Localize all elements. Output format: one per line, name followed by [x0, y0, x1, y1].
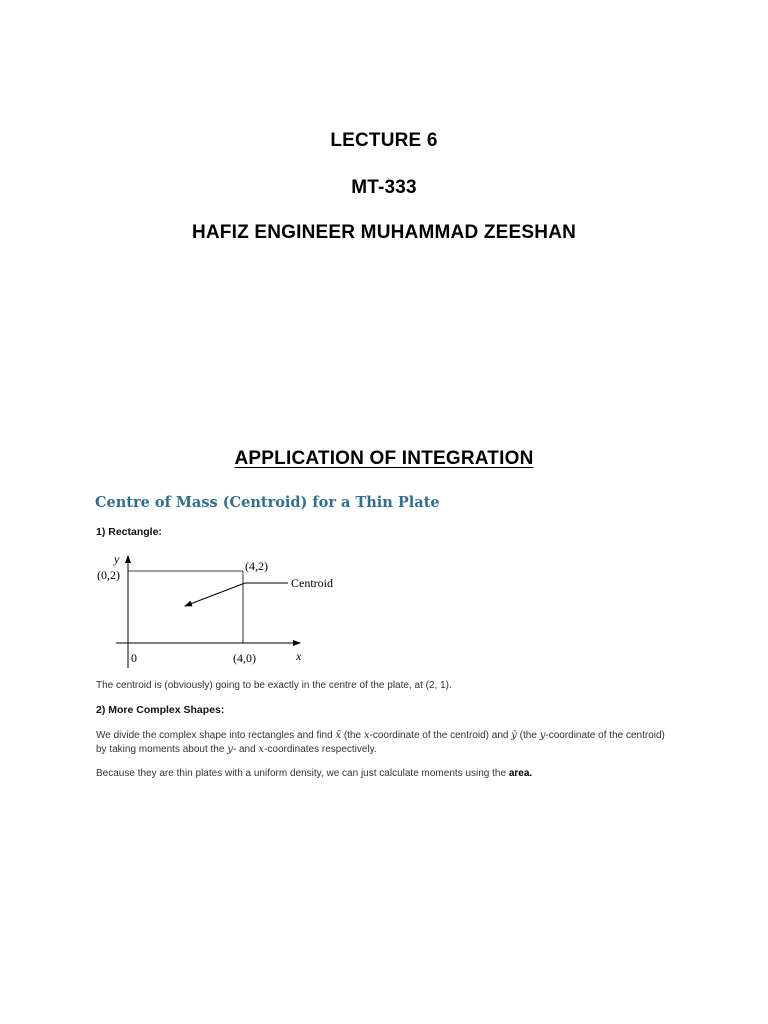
x-bar-symbol: x̄	[335, 730, 342, 741]
centroid-label: Centroid	[291, 576, 333, 590]
rectangle-heading: 1) Rectangle:	[96, 526, 162, 538]
y-axis-label: y	[114, 552, 120, 566]
complex-shapes-explanation	[96, 729, 676, 757]
y-symbol: y	[227, 744, 233, 755]
point-0-2-label: (0,2)	[97, 568, 120, 582]
x-symbol: x	[363, 730, 370, 741]
complex-shapes-heading: 2) More Complex Shapes:	[96, 704, 225, 716]
rectangle-centroid-diagram	[88, 548, 348, 673]
text-run: (the	[341, 730, 364, 741]
x-axis-label: x	[296, 649, 302, 663]
rectangle-explanation: The centroid is (obviously) going to be exactly in the centre of the plate, at (2, 1).	[96, 680, 452, 691]
text-run: - and	[232, 744, 259, 755]
text-run: We divide the complex shape into rectangles and find	[96, 730, 336, 741]
topic-title: APPLICATION OF INTEGRATION	[234, 448, 534, 469]
text-run: (the	[516, 730, 540, 741]
author-name: HAFIZ ENGINEER MUHAMMAD ZEESHAN	[191, 222, 577, 243]
text-run: -coordinate of the centroid) by taking moments about the	[96, 730, 665, 755]
area-emphasis: area.	[508, 768, 533, 779]
y-symbol: y	[539, 730, 546, 741]
point-4-0-label: (4,0)	[233, 651, 256, 665]
point-4-2-label: (4,2)	[245, 559, 268, 573]
x-symbol: x	[258, 744, 265, 755]
uniform-density-note	[96, 767, 676, 781]
course-code: MT-333	[351, 177, 417, 198]
origin-label: 0	[131, 651, 137, 665]
section-heading: Centre of Mass (Centroid) for a Thin Plate	[95, 494, 440, 511]
lecture-title: LECTURE 6	[330, 130, 438, 151]
text-run: -coordinates respectively.	[264, 744, 377, 755]
text-run: Because they are thin plates with a uniform density, we can just calculate moments using the	[96, 768, 509, 779]
y-bar-symbol: ȳ	[511, 730, 517, 741]
centroid-arrow	[185, 583, 245, 606]
text-run: -coordinate of the centroid) and	[369, 730, 512, 741]
